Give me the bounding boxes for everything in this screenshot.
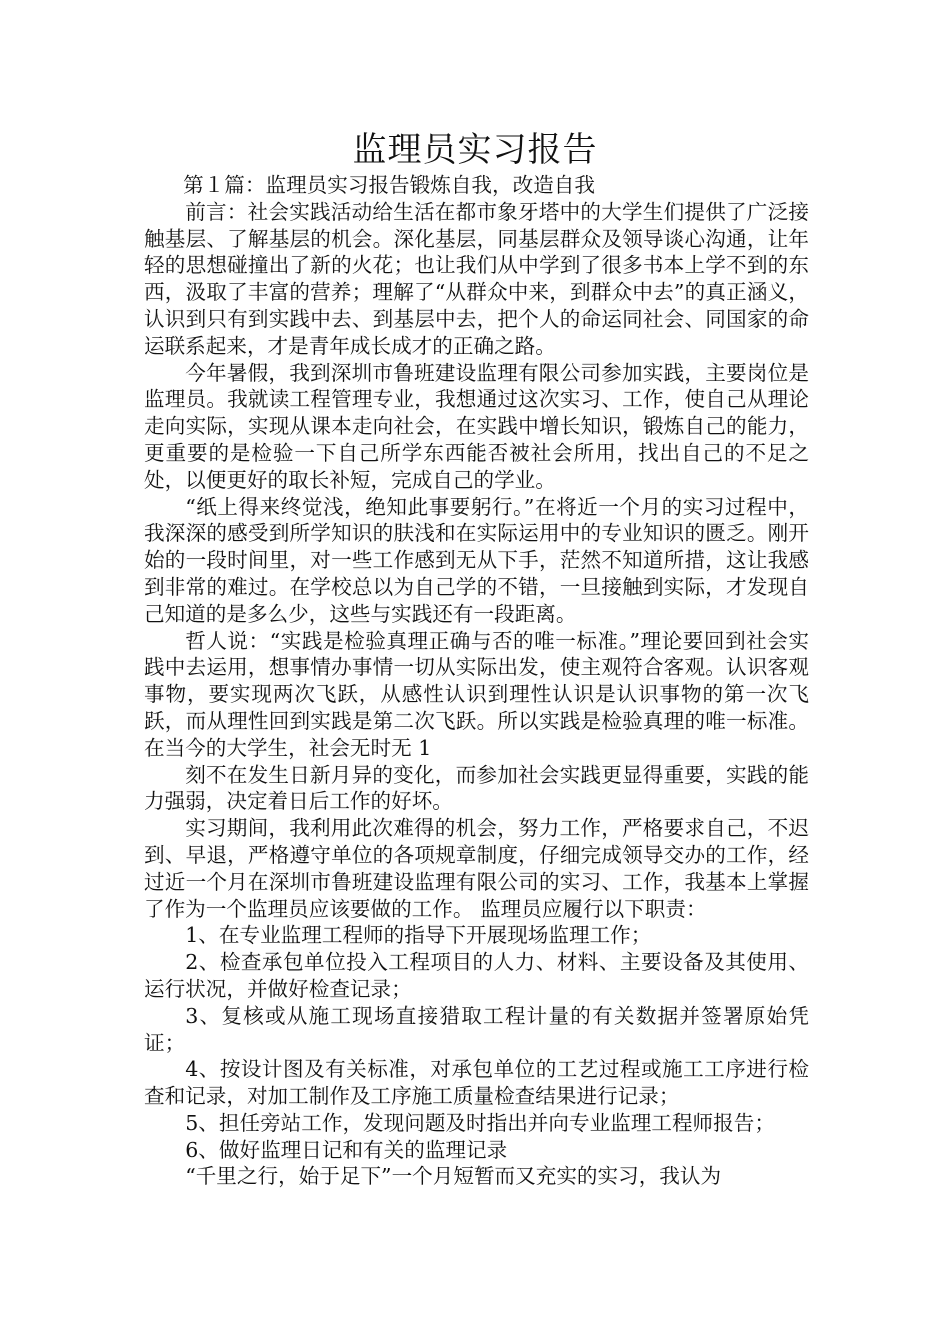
duty-item-3: 3、复核或从施工现场直接猎取工程计量的有关数据并签署原始凭证； — [144, 1003, 809, 1055]
paragraph-internship-period: 实习期间，我利用此次难得的机会，努力工作，严格要求自己，不迟到、早退，严格遵守单位的各项规章制度，仔细完成领导交办的工作，经过近一个月在深圳市鲁班建设监理有限公司的实习、工作，我基本上掌握了作为一个监理员应该要做的工作。 监理员应履行以下职责： — [144, 816, 809, 921]
duty-item-5: 5、担任旁站工作，发现问题及时指出并向专业监理工程师报告； — [185, 1110, 775, 1135]
document-body — [144, 172, 809, 1190]
paragraph-conclusion-start: “千里之行，始于足下”一个月短暂而又充实的实习，我认为 — [185, 1164, 722, 1189]
document-title: 监理员实习报告 — [352, 130, 598, 170]
duty-item-6: 6、做好监理日记和有关的监理记录 — [185, 1137, 508, 1162]
duty-item-4: 4、按设计图及有关标准，对承包单位的工艺过程或施工工序进行检查和记录，对加工制作及工序施工质量检查结果进行记录； — [144, 1057, 809, 1109]
document-subtitle: 第１篇：监理员实习报告锻炼自我，改造自我 — [183, 173, 595, 197]
paragraph-preface: 前言：社会实践活动给生活在都市象牙塔中的大学生们提供了广泛接触基层、了解基层的机会。深化基层，同基层群众及领导谈心沟通，让年轻的思想碰撞出了新的火花；也让我们从中学到了很多书本上学不到的东西，汲取了丰富的营养；理解了“从群众中来，到群众中去”的真正涵义，认识到只有到实践中去、到基层中去，把个人的命运同社会、同国家的命运联系起来，才是青年成长成才的正确之路。 — [144, 199, 809, 358]
duty-item-2: 2、检查承包单位投入工程项目的人力、材料、主要设备及其使用、运行状况，并做好检查记录； — [144, 950, 809, 1001]
paragraph-summer-practice: 今年暑假，我到深圳市鲁班建设监理有限公司参加实践，主要岗位是监理员。我就读工程管理专业，我想通过这次实习、工作，使自己从理论走向实际，实现从课本走向社会，在实践中增长知识，锻炼自己的能力，更重要的是检验一下自己所学东西能否被社会所用，找出自己的不足之处，以便更好的取长补短，完成自己的学业。 — [144, 360, 809, 492]
paragraph-reflection: “纸上得来终觉浅，绝知此事要躬行。”在将近一个月的实习过程中，我深深的感受到所学知识的肤浅和在实际运用中的专业知识的匮乏。刚开始的一段时间里，对一些工作感到无从下手，茫然不知道所措，这让我感到非常的难过。在学校总以为自己学的不错，一旦接触到实际，才发现自己知道的是多么少，这些与实践还有一段距离。 — [144, 494, 809, 626]
paragraph-continuation: 刻不在发生日新月异的变化，而参加社会实践更显得重要，实践的能力强弱，决定着日后工作的好坏。 — [144, 762, 809, 814]
paragraph-philosopher: 哲人说：“实践是检验真理正确与否的唯一标准。”理论要回到社会实践中去运用，想事情办事情一切从实际出发，使主观符合客观。认识客观事物，要实现两次飞跃，从感性认识到理性认识是认识事物的第一次飞跃，而从理性回到实践是第二次飞跃。所以实践是检验真理的唯一标准。在当今的大学生，社会无时无 1 — [144, 628, 809, 760]
duty-item-1: 1、在专业监理工程师的指导下开展现场监理工作； — [185, 923, 652, 948]
